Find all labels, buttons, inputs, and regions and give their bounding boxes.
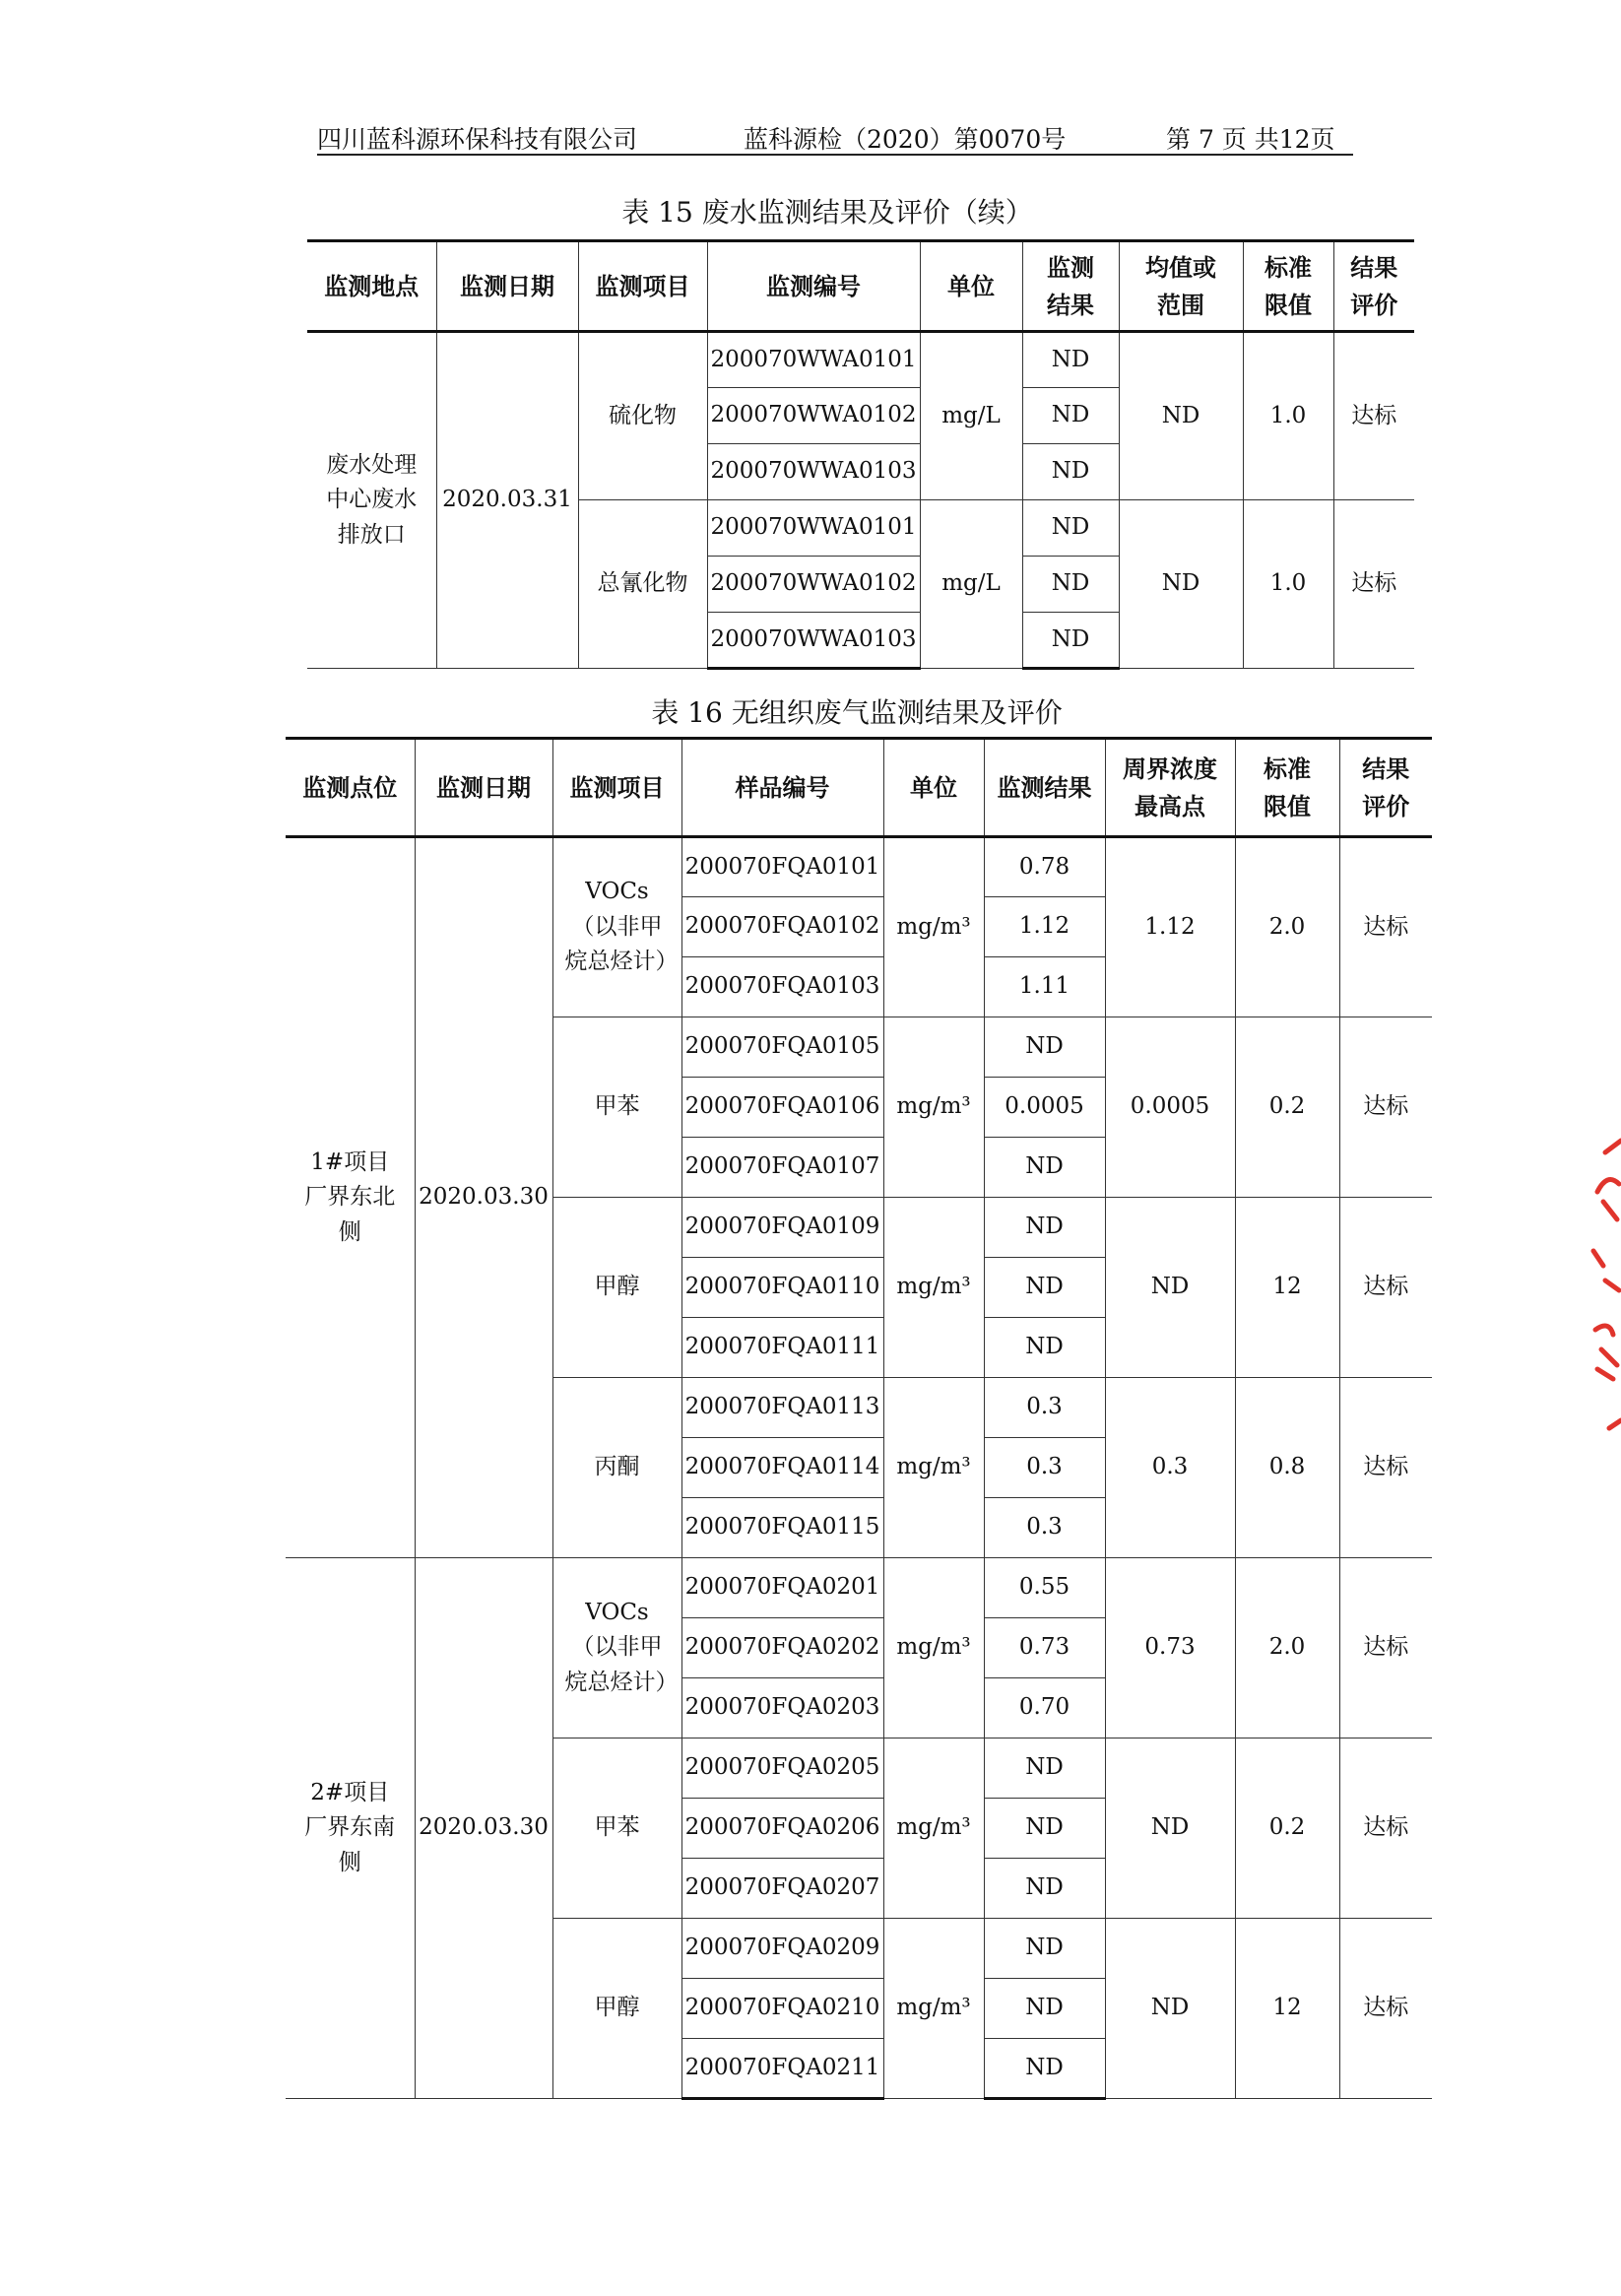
unit: mg/L — [920, 500, 1022, 669]
average: ND — [1119, 500, 1243, 669]
col-header: 监测日期 — [436, 241, 578, 332]
monitoring-site: 1#项目厂界东北侧 — [286, 837, 415, 1558]
max-concentration: ND — [1105, 1738, 1235, 1919]
sample-code: 200070WWA0101 — [707, 500, 920, 557]
evaluation: 达标 — [1339, 1378, 1432, 1558]
report-number: 蓝科源检（2020）第0070号 — [744, 125, 1067, 154]
max-concentration: ND — [1105, 1919, 1235, 2099]
evaluation: 达标 — [1339, 1017, 1432, 1198]
evaluation: 达标 — [1339, 1198, 1432, 1378]
unit: mg/m³ — [883, 1198, 984, 1378]
col-header: 监测日期 — [415, 739, 552, 837]
result: 0.0005 — [984, 1078, 1105, 1138]
result: ND — [984, 1859, 1105, 1919]
result: ND — [984, 1258, 1105, 1318]
evaluation: 达标 — [1333, 332, 1414, 500]
result: 0.70 — [984, 1678, 1105, 1738]
result: 0.3 — [984, 1498, 1105, 1558]
sample-code: 200070FQA0115 — [681, 1498, 883, 1558]
table15-caption: 表 15 废水监测结果及评价（续） — [621, 196, 1033, 229]
result: ND — [984, 1138, 1105, 1198]
col-header: 单位 — [883, 739, 984, 837]
result: ND — [1022, 388, 1119, 444]
monitoring-date: 2020.03.31 — [436, 332, 578, 669]
evaluation: 达标 — [1339, 837, 1432, 1017]
col-header: 监测结果 — [984, 739, 1105, 837]
sample-code: 200070WWA0101 — [707, 332, 920, 388]
unit: mg/m³ — [883, 1378, 984, 1558]
result: ND — [1022, 500, 1119, 557]
result: ND — [984, 1017, 1105, 1078]
result: ND — [984, 2039, 1105, 2099]
result: 0.73 — [984, 1618, 1105, 1678]
sample-code: 200070FQA0105 — [681, 1017, 883, 1078]
monitoring-date: 2020.03.30 — [415, 1558, 552, 2099]
sample-code: 200070FQA0210 — [681, 1979, 883, 2039]
result: ND — [984, 1318, 1105, 1378]
max-concentration: ND — [1105, 1198, 1235, 1378]
result: 0.3 — [984, 1378, 1105, 1438]
monitoring-item: 甲苯 — [552, 1738, 681, 1919]
monitoring-location: 废水处理中心废水排放口 — [307, 332, 436, 669]
max-concentration: 0.0005 — [1105, 1017, 1235, 1198]
result: ND — [1022, 613, 1119, 669]
sample-code: 200070FQA0109 — [681, 1198, 883, 1258]
monitoring-date: 2020.03.30 — [415, 837, 552, 1558]
table16-header-row — [286, 739, 1432, 837]
result: 0.55 — [984, 1558, 1105, 1618]
evaluation: 达标 — [1339, 1738, 1432, 1919]
result: ND — [1022, 444, 1119, 500]
limit: 1.0 — [1243, 500, 1333, 669]
monitoring-item: 总氰化物 — [578, 500, 707, 669]
sample-code: 200070FQA0211 — [681, 2039, 883, 2099]
unit: mg/m³ — [883, 837, 984, 1017]
page-number: 第 7 页 共12页 — [1166, 125, 1335, 154]
evaluation: 达标 — [1339, 1558, 1432, 1738]
organization-name: 四川蓝科源环保科技有限公司 — [317, 125, 638, 154]
table-row — [307, 332, 1414, 388]
monitoring-item: 甲苯 — [552, 1017, 681, 1198]
unit: mg/m³ — [883, 1017, 984, 1198]
monitoring-item: 丙酮 — [552, 1378, 681, 1558]
sample-code: 200070WWA0103 — [707, 613, 920, 669]
result: ND — [1022, 332, 1119, 388]
seal-stamp-fragment — [1584, 1133, 1621, 1458]
evaluation: 达标 — [1333, 500, 1414, 669]
result: ND — [984, 1198, 1105, 1258]
col-header: 监测项目 — [578, 241, 707, 332]
result: 1.12 — [984, 897, 1105, 957]
sample-code: 200070FQA0203 — [681, 1678, 883, 1738]
result: 0.3 — [984, 1438, 1105, 1498]
col-header: 监测结果 — [1022, 241, 1119, 332]
sample-code: 200070WWA0102 — [707, 557, 920, 613]
col-header: 标准限值 — [1235, 739, 1339, 837]
sample-code: 200070FQA0205 — [681, 1738, 883, 1799]
col-header: 监测编号 — [707, 241, 920, 332]
unit: mg/m³ — [883, 1738, 984, 1919]
result: ND — [984, 1979, 1105, 2039]
col-header: 标准限值 — [1243, 241, 1333, 332]
table15-header-row — [307, 241, 1414, 332]
monitoring-item: 甲醇 — [552, 1198, 681, 1378]
col-header: 监测点位 — [286, 739, 415, 837]
sample-code: 200070FQA0106 — [681, 1078, 883, 1138]
sample-code: 200070FQA0206 — [681, 1799, 883, 1859]
result: ND — [984, 1799, 1105, 1859]
unit: mg/L — [920, 332, 1022, 500]
sample-code: 200070FQA0202 — [681, 1618, 883, 1678]
max-concentration: 0.3 — [1105, 1378, 1235, 1558]
sample-code: 200070FQA0103 — [681, 957, 883, 1017]
col-header: 单位 — [920, 241, 1022, 332]
monitoring-item: 硫化物 — [578, 332, 707, 500]
limit: 12 — [1235, 1919, 1339, 2099]
sample-code: 200070FQA0113 — [681, 1378, 883, 1438]
evaluation: 达标 — [1339, 1919, 1432, 2099]
sample-code: 200070FQA0111 — [681, 1318, 883, 1378]
table-row — [286, 1558, 1432, 1618]
max-concentration: 0.73 — [1105, 1558, 1235, 1738]
result: 1.11 — [984, 957, 1105, 1017]
sample-code: 200070FQA0114 — [681, 1438, 883, 1498]
result: ND — [984, 1919, 1105, 1979]
monitoring-item: VOCs（以非甲烷总烃计） — [552, 837, 681, 1017]
limit: 0.8 — [1235, 1378, 1339, 1558]
monitoring-site: 2#项目厂界东南侧 — [286, 1558, 415, 2099]
col-header: 样品编号 — [681, 739, 883, 837]
limit: 0.2 — [1235, 1017, 1339, 1198]
page-header — [317, 120, 1353, 156]
sample-code: 200070WWA0102 — [707, 388, 920, 444]
limit: 1.0 — [1243, 332, 1333, 500]
col-header: 结果评价 — [1339, 739, 1432, 837]
limit: 12 — [1235, 1198, 1339, 1378]
table15-wastewater — [307, 239, 1414, 670]
monitoring-item: 甲醇 — [552, 1919, 681, 2099]
sample-code: 200070WWA0103 — [707, 444, 920, 500]
table16-caption: 表 16 无组织废气监测结果及评价 — [651, 696, 1063, 729]
limit: 2.0 — [1235, 1558, 1339, 1738]
unit: mg/m³ — [883, 1558, 984, 1738]
col-header: 均值或范围 — [1119, 241, 1243, 332]
table-row — [286, 837, 1432, 897]
max-concentration: 1.12 — [1105, 837, 1235, 1017]
col-header: 监测项目 — [552, 739, 681, 837]
sample-code: 200070FQA0201 — [681, 1558, 883, 1618]
limit: 0.2 — [1235, 1738, 1339, 1919]
monitoring-item: VOCs（以非甲烷总烃计） — [552, 1558, 681, 1738]
sample-code: 200070FQA0101 — [681, 837, 883, 897]
col-header: 周界浓度最高点 — [1105, 739, 1235, 837]
sample-code: 200070FQA0209 — [681, 1919, 883, 1979]
table16-fugitive-gas — [286, 737, 1432, 2100]
sample-code: 200070FQA0107 — [681, 1138, 883, 1198]
col-header: 结果评价 — [1333, 241, 1414, 332]
result: ND — [984, 1738, 1105, 1799]
result: 0.78 — [984, 837, 1105, 897]
sample-code: 200070FQA0102 — [681, 897, 883, 957]
unit: mg/m³ — [883, 1919, 984, 2099]
sample-code: 200070FQA0207 — [681, 1859, 883, 1919]
sample-code: 200070FQA0110 — [681, 1258, 883, 1318]
col-header: 监测地点 — [307, 241, 436, 332]
limit: 2.0 — [1235, 837, 1339, 1017]
result: ND — [1022, 557, 1119, 613]
average: ND — [1119, 332, 1243, 500]
